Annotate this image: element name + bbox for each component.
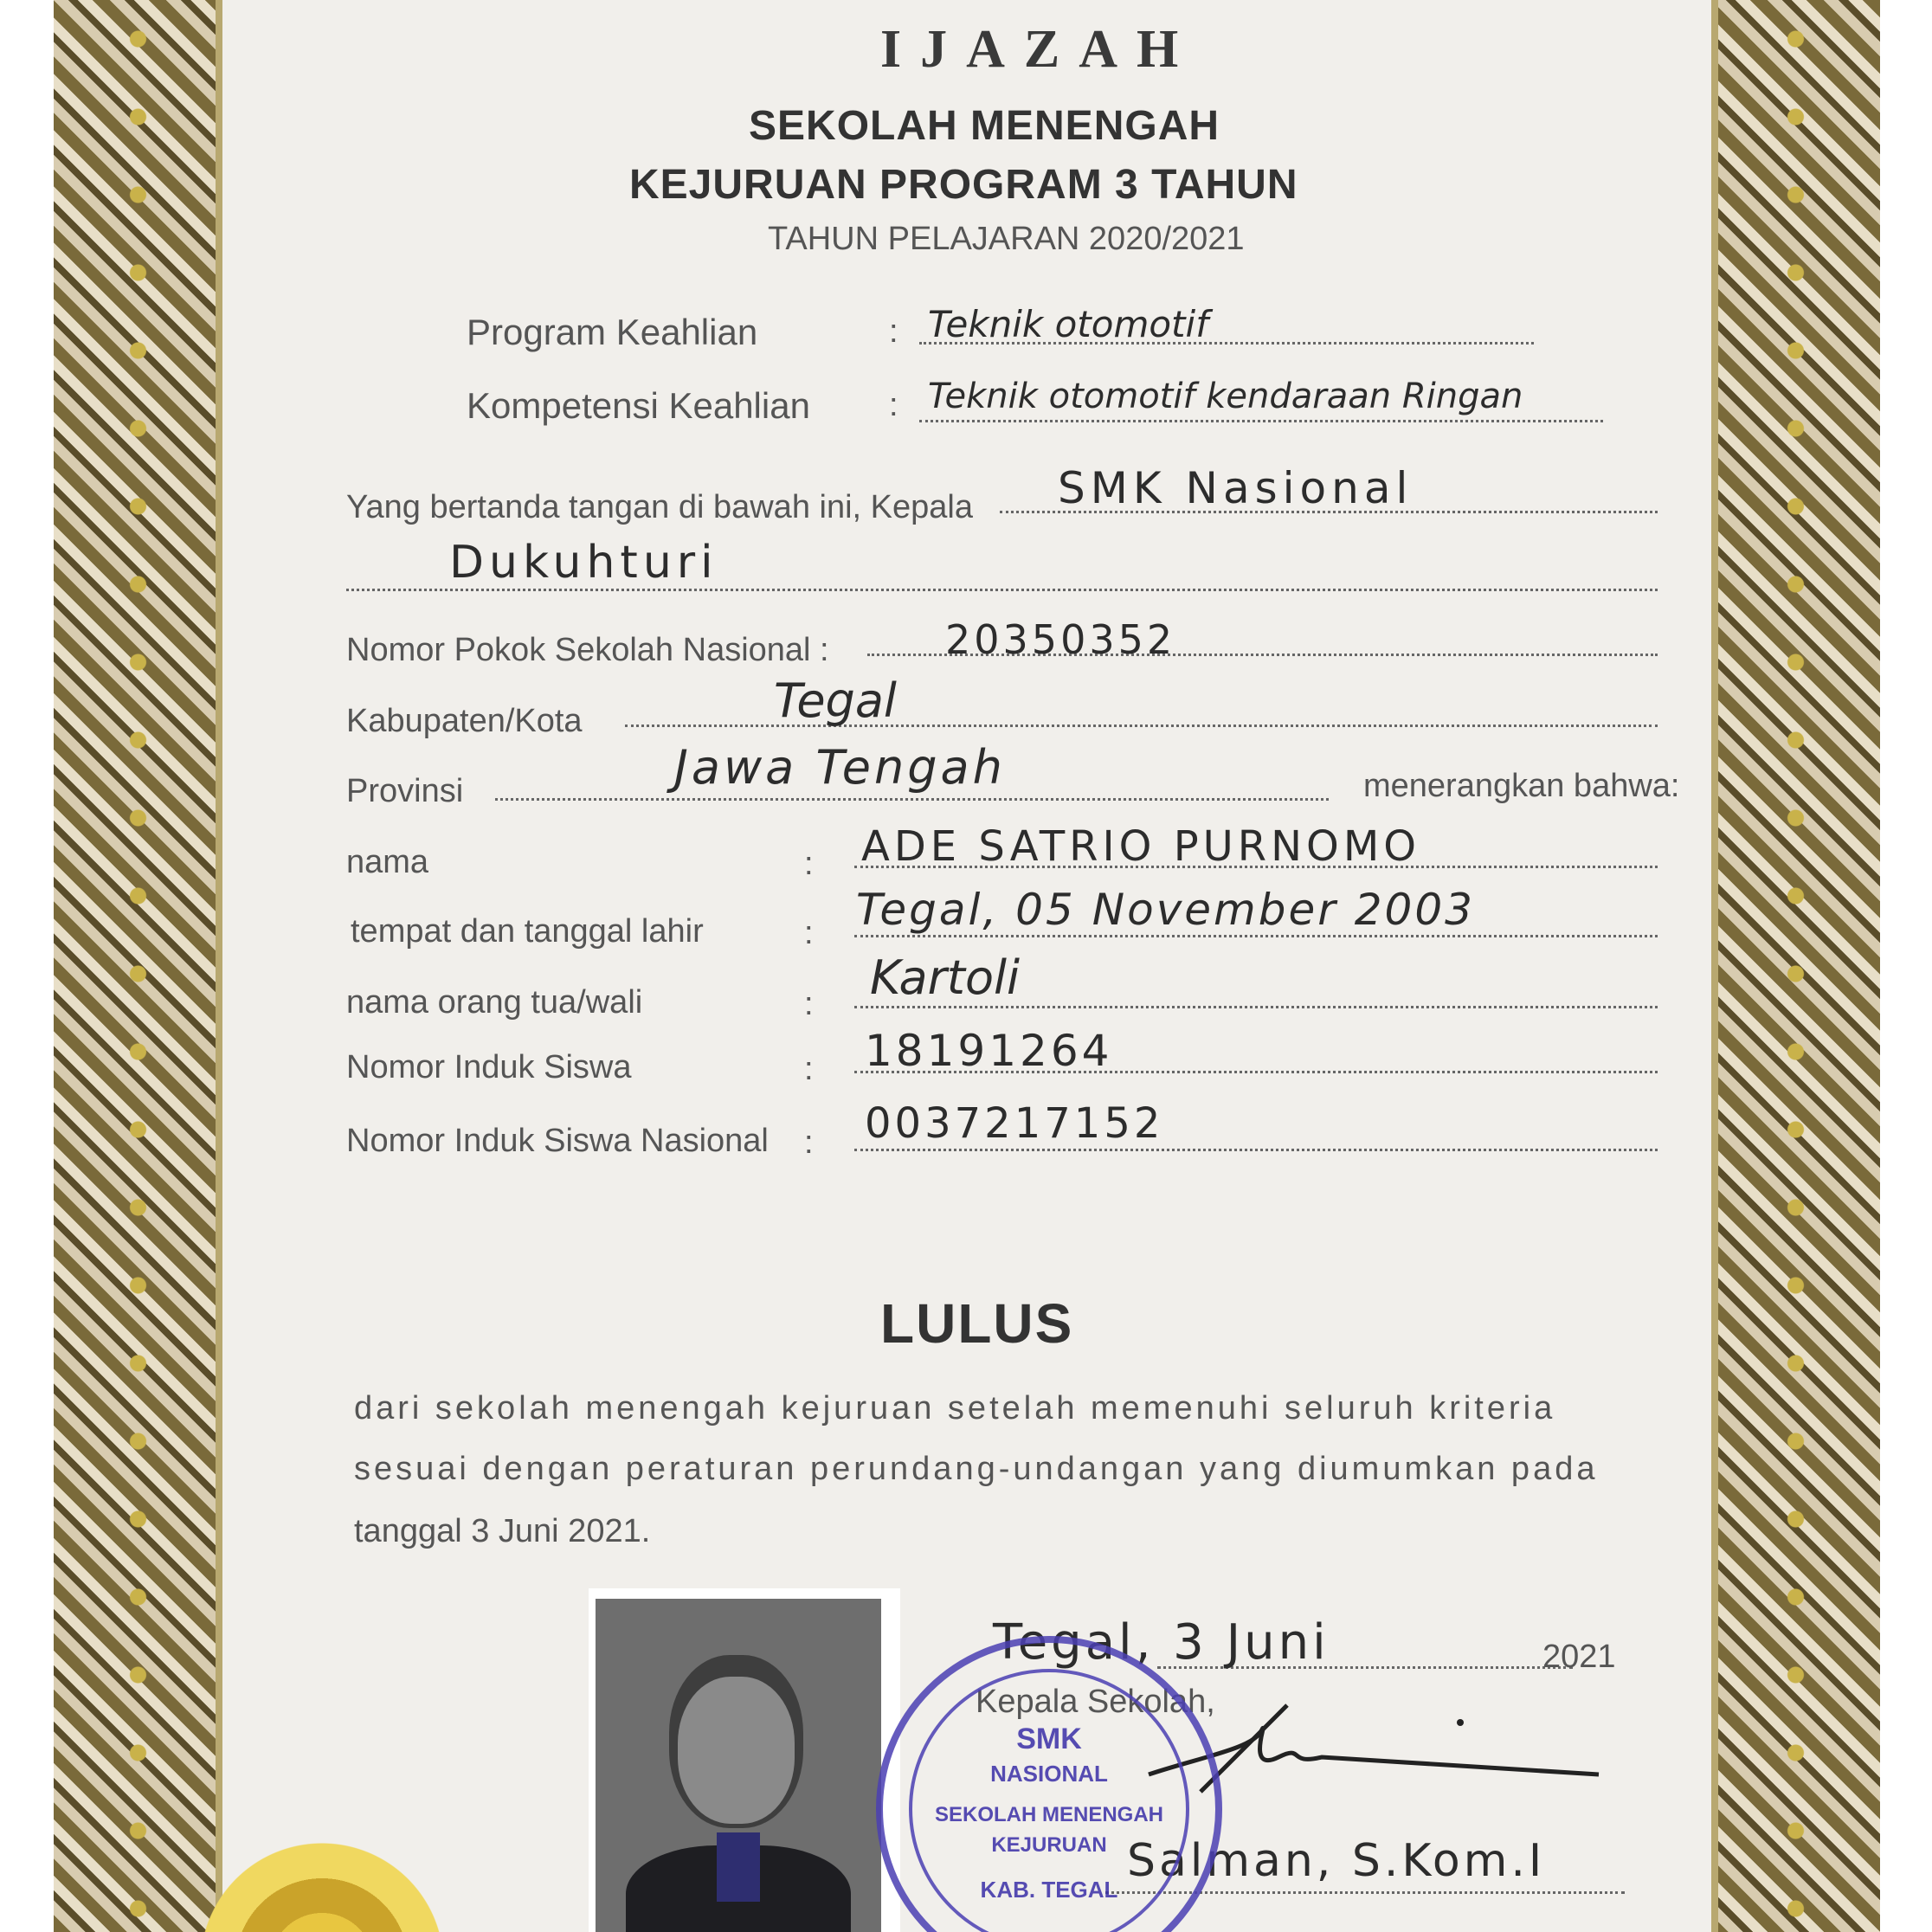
dotted-line	[854, 935, 1658, 937]
nisn-value: 0037217152	[865, 1099, 1164, 1148]
stamp-bottom: KAB. TEGAL	[980, 1877, 1118, 1903]
result-line2: sesuai dengan peraturan perundang-undangan yang diumumkan pada	[354, 1451, 1599, 1487]
stamp-line3: SEKOLAH MENENGAH	[934, 1803, 1163, 1826]
colon: :	[804, 915, 814, 951]
npsn-label: Nomor Pokok Sekolah Nasional :	[346, 632, 829, 668]
dotted-line	[346, 589, 1658, 591]
program-value: Teknik otomotif	[928, 303, 1208, 345]
colon: :	[804, 1051, 814, 1087]
nama-value: ADE SATRIO PURNOMO	[861, 822, 1421, 871]
graduation-status: LULUS	[880, 1292, 1074, 1355]
provinsi-label: Provinsi	[346, 773, 464, 809]
stamp-top: SMK	[1016, 1723, 1082, 1755]
academic-year: TAHUN PELAJARAN 2020/2021	[768, 221, 1245, 257]
ortu-value: Kartoli	[870, 950, 1020, 1005]
colon: :	[804, 986, 814, 1022]
signatory-intro: Yang bertanda tangan di bawah ini, Kepala	[346, 489, 973, 525]
ttl-label: tempat dan tanggal lahir	[351, 913, 704, 950]
dotted-line	[854, 1006, 1658, 1008]
result-line3: tanggal 3 Juni 2021.	[354, 1513, 651, 1549]
kabupaten-label: Kabupaten/Kota	[346, 703, 583, 739]
provinsi-value: Jawa Tengah	[674, 740, 1006, 795]
school-name-line1: SMK Nasional	[1058, 463, 1414, 513]
school-type-line1: SEKOLAH MENENGAH	[749, 103, 1220, 149]
nis-value: 18191264	[865, 1026, 1113, 1076]
student-photo	[589, 1588, 900, 1932]
dotted-line	[919, 420, 1603, 422]
signature-place-date: Tegal, 3 Juni	[993, 1614, 1330, 1671]
npsn-value: 20350352	[945, 616, 1176, 663]
program-label: Program Keahlian	[467, 312, 758, 352]
menerangkan-text: menerangkan bahwa:	[1363, 768, 1680, 804]
result-line1: dari sekolah menengah kejuruan setelah memenuhi seluruh kriteria	[354, 1390, 1556, 1426]
document-title: IJAZAH	[880, 20, 1198, 79]
nama-label: nama	[346, 844, 429, 880]
certificate-sheet	[54, 0, 1880, 1932]
kompetensi-label: Kompetensi Keahlian	[467, 385, 810, 426]
stamp-line4: KEJURUAN	[991, 1833, 1107, 1857]
kabupaten-value: Tegal	[774, 673, 897, 728]
colon: :	[804, 1124, 814, 1161]
kompetensi-value: Teknik otomotif kendaraan Ringan	[928, 377, 1523, 416]
colon: :	[804, 846, 814, 882]
school-stamp	[876, 1636, 1222, 1932]
colon: :	[889, 387, 898, 423]
ornamental-border-left	[54, 0, 222, 1932]
stamp-mid: NASIONAL	[990, 1761, 1108, 1787]
ornamental-border-right	[1711, 0, 1880, 1932]
dotted-line	[495, 798, 1329, 801]
ortu-label: nama orang tua/wali	[346, 984, 643, 1021]
nisn-label: Nomor Induk Siswa Nasional	[346, 1123, 769, 1159]
signatory-title: Kepala Sekolah,	[976, 1684, 1215, 1720]
signature-year: 2021	[1542, 1639, 1616, 1675]
certificate-content	[222, 0, 1711, 1932]
colon: :	[889, 313, 898, 350]
dotted-line	[854, 1149, 1658, 1151]
ttl-value: Tegal, 05 November 2003	[856, 885, 1475, 935]
school-type-line2: KEJURUAN PROGRAM 3 TAHUN	[629, 162, 1298, 208]
nis-label: Nomor Induk Siswa	[346, 1049, 632, 1085]
school-name-line2: Dukuhturi	[449, 537, 718, 589]
signatory-name: Salman, S.Kom.I	[1127, 1835, 1546, 1887]
